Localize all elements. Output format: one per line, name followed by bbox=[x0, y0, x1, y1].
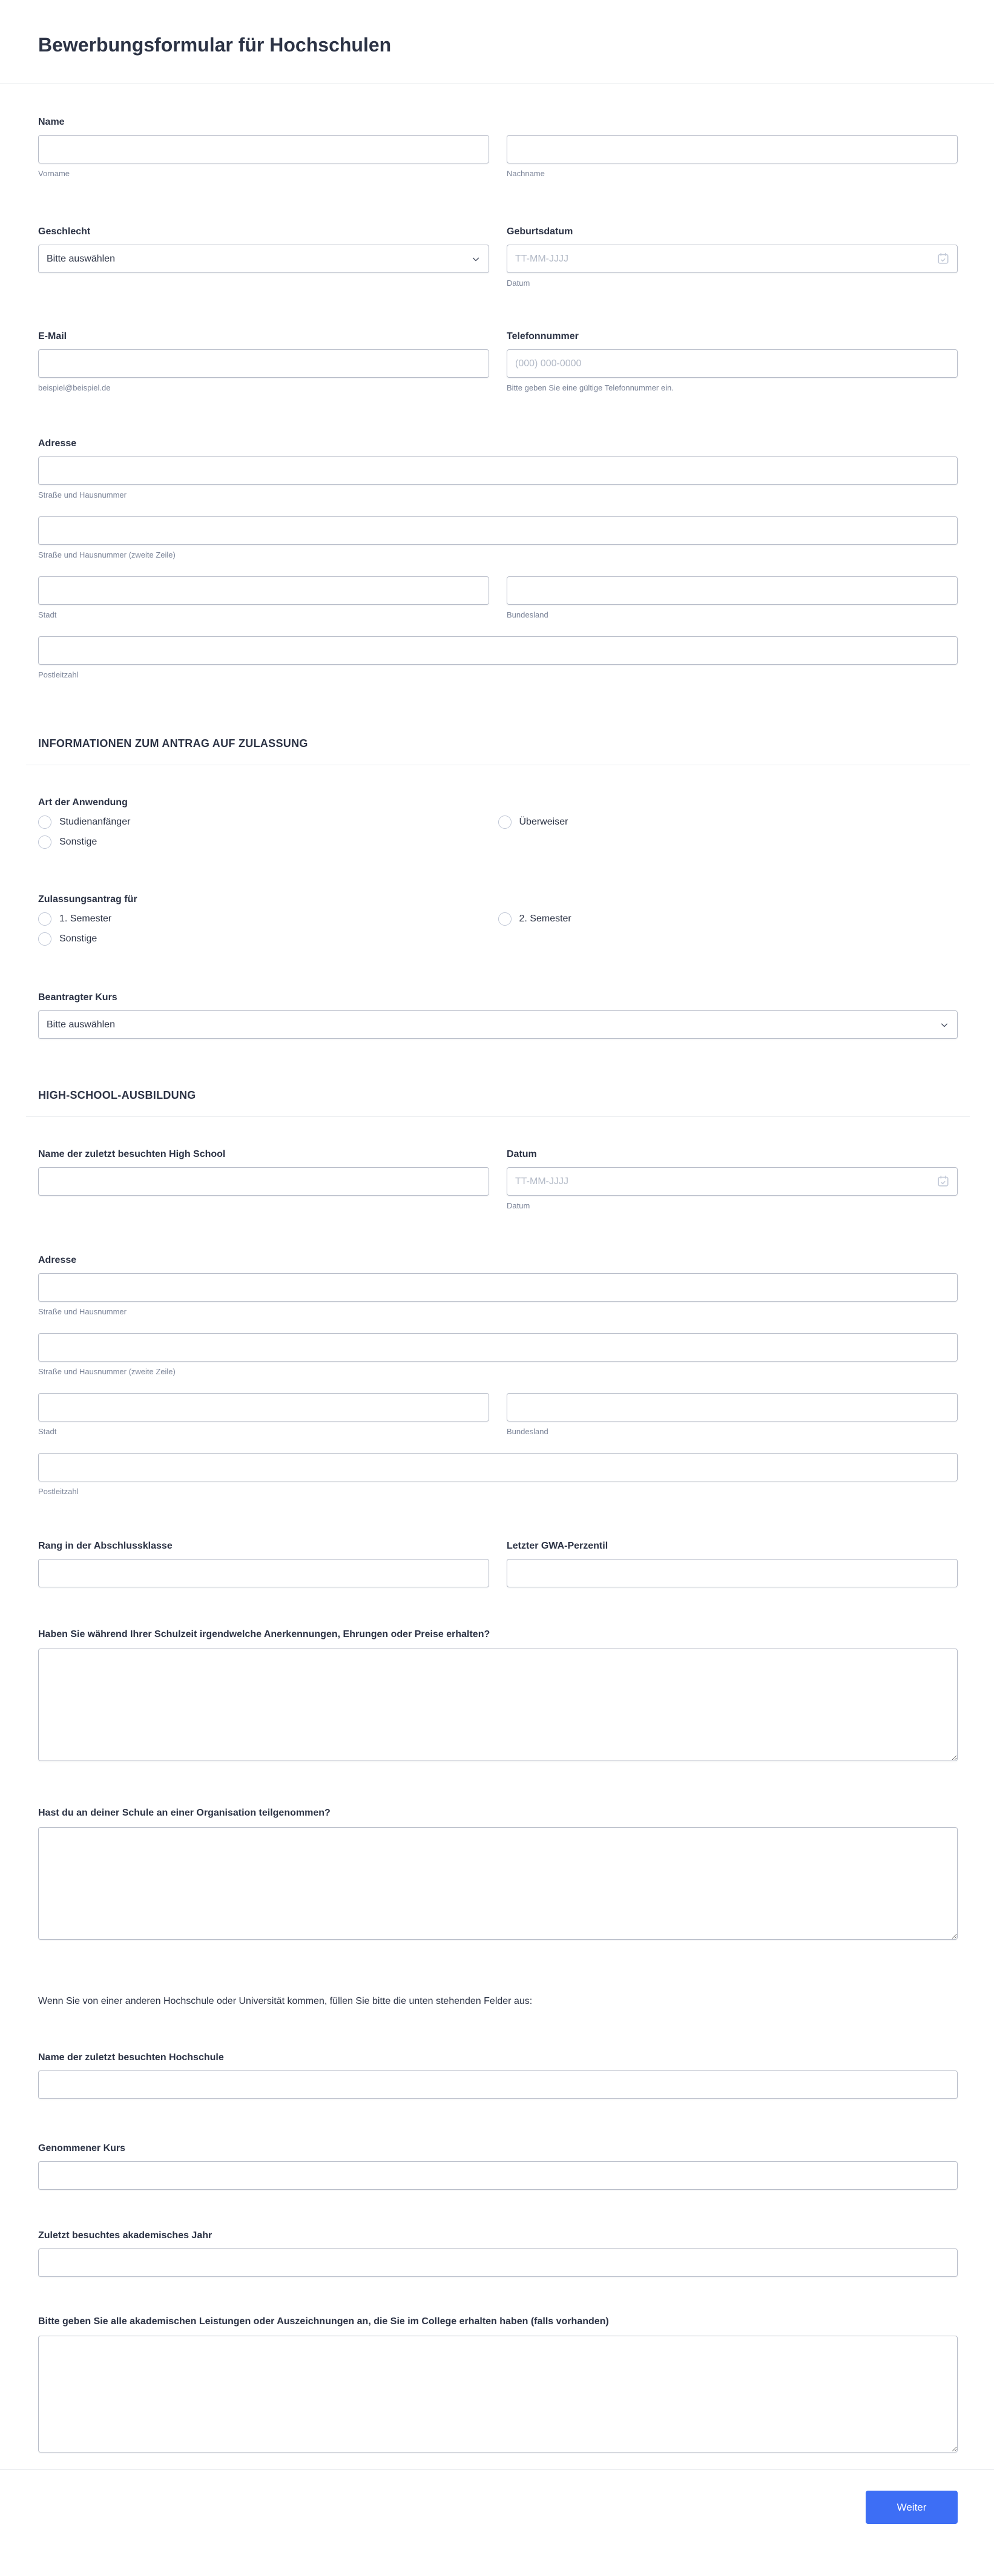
phone-label: Telefonnummer bbox=[507, 331, 579, 341]
email-input[interactable] bbox=[38, 349, 489, 378]
transfer-note: Wenn Sie von einer anderen Hochschule oder Universität kommen, füllen Sie bitte die unten stehenden Felder aus: bbox=[38, 1996, 533, 2006]
form-title: Bewerbungsformular für Hochschulen bbox=[38, 34, 392, 56]
hs-city-sublabel: Stadt bbox=[38, 1427, 57, 1436]
class-rank-input[interactable] bbox=[38, 1559, 489, 1587]
application-type-label: Art der Anwendung bbox=[38, 797, 128, 808]
form-body bbox=[0, 84, 994, 2452]
college-name-field bbox=[38, 2052, 958, 2099]
radio-label: Studienanfänger bbox=[59, 817, 131, 827]
next-button[interactable]: Weiter bbox=[866, 2491, 958, 2524]
highschool-name-label: Name der zuletzt besuchten High School bbox=[38, 1149, 226, 1159]
state-sublabel: Bundesland bbox=[507, 610, 548, 619]
street2-sublabel: Straße und Hausnummer (zweite Zeile) bbox=[38, 550, 176, 559]
radio-circle bbox=[38, 835, 51, 849]
row-email-phone bbox=[38, 331, 958, 393]
highschool-date-input[interactable] bbox=[507, 1167, 958, 1196]
highschool-date-field bbox=[507, 1148, 958, 1211]
course-taken-field bbox=[38, 2143, 958, 2190]
hs-zip-input[interactable] bbox=[38, 1453, 958, 1481]
row-rank-gwa bbox=[38, 1540, 958, 1587]
application-type-group bbox=[38, 797, 958, 849]
requested-course-field bbox=[38, 992, 958, 1039]
honors-question-field bbox=[38, 1629, 958, 1761]
hs-state-field bbox=[507, 1393, 958, 1437]
class-rank-label: Rang in der Abschlussklasse bbox=[38, 1541, 173, 1551]
radio-studienanfaenger[interactable] bbox=[38, 815, 498, 829]
chevron-down-icon bbox=[472, 255, 480, 263]
highschool-date-label: Datum bbox=[507, 1149, 537, 1159]
name-label: Name bbox=[38, 117, 65, 127]
radio-circle bbox=[38, 912, 51, 926]
radio-sonstige-anwendung[interactable] bbox=[38, 835, 498, 849]
email-sublabel: beispiel@beispiel.de bbox=[38, 383, 111, 392]
street-line bbox=[38, 456, 958, 500]
personal-address-label: Adresse bbox=[38, 438, 77, 449]
radio-label: 2. Semester bbox=[519, 914, 571, 924]
radio-2-semester[interactable] bbox=[498, 912, 958, 926]
radio-label: Sonstige bbox=[59, 934, 97, 944]
state-field bbox=[507, 576, 958, 620]
hs-street-sublabel: Straße und Hausnummer bbox=[38, 1307, 127, 1316]
city-state-line bbox=[38, 576, 958, 620]
city-sublabel: Stadt bbox=[38, 610, 57, 619]
zip-line bbox=[38, 636, 958, 680]
hs-street2-line bbox=[38, 1333, 958, 1377]
email-field bbox=[38, 331, 489, 393]
gwa-percentile-field bbox=[507, 1540, 958, 1587]
last-academic-year-input[interactable] bbox=[38, 2248, 958, 2277]
first-name-sublabel: Vorname bbox=[38, 169, 70, 178]
admission-for-label: Zulassungsantrag für bbox=[38, 894, 137, 904]
radio-1-semester[interactable] bbox=[38, 912, 498, 926]
hs-city-field bbox=[38, 1393, 489, 1437]
organization-textarea[interactable] bbox=[38, 1827, 958, 1940]
radio-sonstige-semester[interactable] bbox=[38, 932, 498, 946]
radio-circle bbox=[498, 815, 512, 829]
chevron-down-icon bbox=[940, 1021, 949, 1029]
hs-zip-sublabel: Postleitzahl bbox=[38, 1487, 79, 1496]
gwa-percentile-input[interactable] bbox=[507, 1559, 958, 1587]
email-label: E-Mail bbox=[38, 331, 67, 341]
radio-label: 1. Semester bbox=[59, 914, 112, 924]
street2-input[interactable] bbox=[38, 516, 958, 545]
class-rank-field bbox=[38, 1540, 489, 1587]
state-input[interactable] bbox=[507, 576, 958, 605]
hs-street-input[interactable] bbox=[38, 1273, 958, 1302]
birthdate-label: Geburtsdatum bbox=[507, 226, 573, 237]
phone-field bbox=[507, 331, 958, 393]
admission-for-group bbox=[38, 894, 958, 946]
street-input[interactable] bbox=[38, 456, 958, 485]
hs-street-line bbox=[38, 1273, 958, 1317]
hs-zip-line bbox=[38, 1453, 958, 1497]
radio-circle bbox=[498, 912, 512, 926]
highschool-section-divider bbox=[26, 1116, 970, 1117]
zip-input[interactable] bbox=[38, 636, 958, 665]
last-name-input[interactable] bbox=[507, 135, 958, 163]
hs-street2-input[interactable] bbox=[38, 1333, 958, 1362]
city-field bbox=[38, 576, 489, 620]
gender-select-value: Bitte auswählen bbox=[47, 253, 115, 264]
college-honors-textarea[interactable] bbox=[38, 2336, 958, 2452]
radio-circle bbox=[38, 815, 51, 829]
organization-question-label: Hast du an deiner Schule an einer Organisation teilgenommen? bbox=[38, 1808, 331, 1818]
first-name-input[interactable] bbox=[38, 135, 489, 163]
gender-field bbox=[38, 226, 489, 288]
requested-course-value: Bitte auswählen bbox=[47, 1019, 115, 1030]
last-academic-year-field bbox=[38, 2230, 958, 2277]
city-input[interactable] bbox=[38, 576, 489, 605]
hs-state-input[interactable] bbox=[507, 1393, 958, 1421]
row-school-date bbox=[38, 1148, 958, 1211]
college-honors-field bbox=[38, 2316, 958, 2452]
college-honors-label: Bitte geben Sie alle akademischen Leistungen oder Auszeichnungen an, die Sie im College erhalten haben (falls vorhanden) bbox=[38, 2316, 609, 2327]
admission-section-title: INFORMATIONEN ZUM ANTRAG AUF ZULASSUNG bbox=[38, 737, 308, 749]
birthdate-field bbox=[507, 226, 958, 288]
street-sublabel: Straße und Hausnummer bbox=[38, 490, 127, 499]
birthdate-input[interactable] bbox=[507, 245, 958, 273]
row-gender-birthdate bbox=[38, 226, 958, 288]
requested-course-select[interactable] bbox=[38, 1010, 958, 1039]
radio-ueberweiser[interactable] bbox=[498, 815, 958, 829]
last-name-field bbox=[507, 135, 958, 179]
last-academic-year-label: Zuletzt besuchtes akademisches Jahr bbox=[38, 2230, 212, 2241]
course-taken-input[interactable] bbox=[38, 2161, 958, 2190]
course-taken-label: Genommener Kurs bbox=[38, 2143, 126, 2153]
highschool-address-field bbox=[38, 1254, 958, 1497]
street2-line bbox=[38, 516, 958, 560]
college-name-label: Name der zuletzt besuchten Hochschule bbox=[38, 2052, 224, 2063]
highschool-name-input[interactable] bbox=[38, 1167, 489, 1196]
phone-sublabel: Bitte geben Sie eine gültige Telefonnummer ein. bbox=[507, 383, 674, 392]
honors-textarea[interactable] bbox=[38, 1649, 958, 1761]
calendar-icon[interactable] bbox=[936, 1174, 950, 1188]
highschool-address-label: Adresse bbox=[38, 1255, 77, 1265]
highschool-date-sublabel: Datum bbox=[507, 1201, 530, 1210]
radio-label: Sonstige bbox=[59, 837, 97, 847]
college-name-input[interactable] bbox=[38, 2070, 958, 2099]
personal-address-field bbox=[38, 438, 958, 680]
form-header bbox=[0, 0, 994, 84]
field-name bbox=[38, 116, 958, 179]
gender-select[interactable] bbox=[38, 245, 489, 273]
hs-city-state-line bbox=[38, 1393, 958, 1437]
hs-state-sublabel: Bundesland bbox=[507, 1427, 548, 1436]
form-footer bbox=[0, 2470, 994, 2545]
highschool-section-title: HIGH-SCHOOL-AUSBILDUNG bbox=[38, 1089, 196, 1101]
hs-street2-sublabel: Straße und Hausnummer (zweite Zeile) bbox=[38, 1367, 176, 1376]
requested-course-label: Beantragter Kurs bbox=[38, 992, 117, 1003]
first-name-field bbox=[38, 135, 489, 179]
hs-city-input[interactable] bbox=[38, 1393, 489, 1421]
gwa-percentile-label: Letzter GWA-Perzentil bbox=[507, 1541, 608, 1551]
birthdate-sublabel: Datum bbox=[507, 278, 530, 288]
honors-question-label: Haben Sie während Ihrer Schulzeit irgendwelche Anerkennungen, Ehrungen oder Preise erhalten? bbox=[38, 1629, 490, 1639]
last-name-sublabel: Nachname bbox=[507, 169, 545, 178]
calendar-icon[interactable] bbox=[936, 252, 950, 265]
radio-circle bbox=[38, 932, 51, 946]
zip-sublabel: Postleitzahl bbox=[38, 670, 79, 679]
highschool-name-field bbox=[38, 1148, 489, 1211]
gender-label: Geschlecht bbox=[38, 226, 91, 237]
radio-label: Überweiser bbox=[519, 817, 568, 827]
phone-input[interactable] bbox=[507, 349, 958, 378]
organization-question-field bbox=[38, 1807, 958, 1940]
